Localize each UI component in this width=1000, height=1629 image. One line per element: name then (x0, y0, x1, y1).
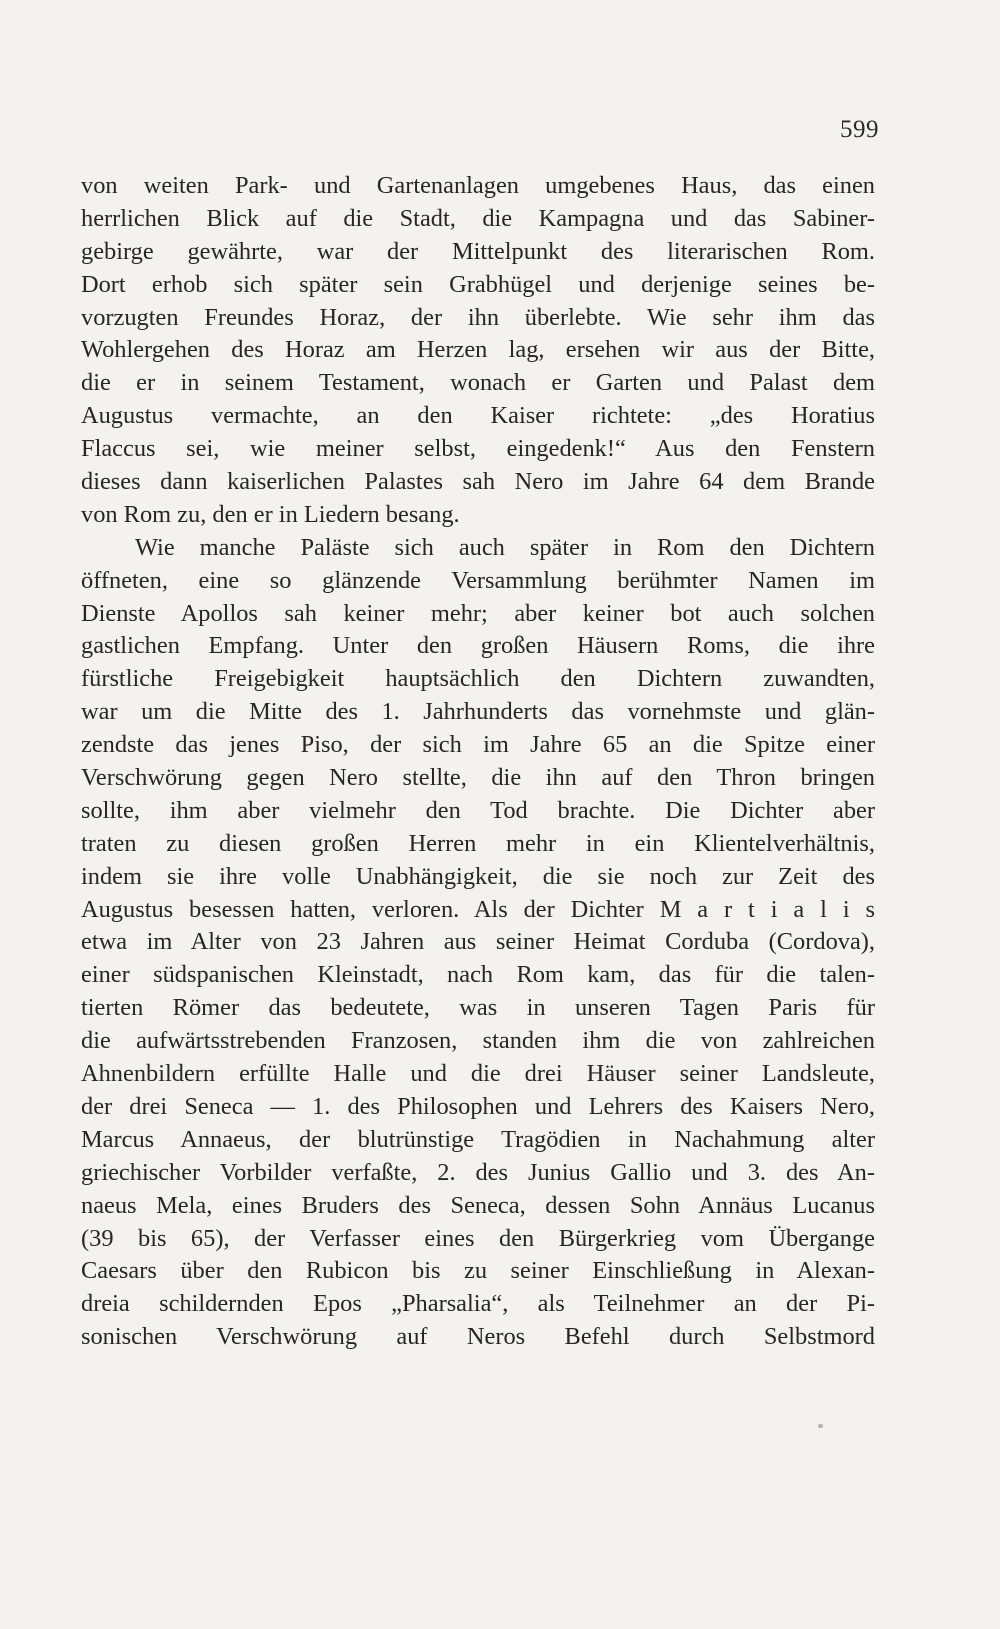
text-line: zendste das jenes Piso, der sich im Jahre 65 an die Spitze einer (81, 731, 875, 759)
text-line: naeus Mela, eines Bruders des Seneca, dessen Sohn Annäus Lucanus (81, 1191, 875, 1219)
text-line: (39 bis 65), der Verfasser eines den Bürgerkrieg vom Übergange (81, 1224, 875, 1252)
text-line: Dienste Apollos sah keiner mehr; aber keiner bot auch solchen (81, 599, 875, 627)
text-line: die er in seinem Testament, wonach er Garten und Palast dem (81, 369, 875, 397)
text-line: von weiten Park- und Gartenanlagen umgebenes Haus, das einen (81, 172, 875, 199)
text-line: Caesars über den Rubicon bis zu seiner Einschließung in Alexan- (81, 1257, 875, 1285)
text-line: die aufwärtsstrebenden Franzosen, standen ihm die von zahlreichen (81, 1027, 875, 1055)
text-line: Wohlergehen des Horaz am Herzen lag, ersehen wir aus der Bitte, (81, 336, 875, 364)
text-line: gebirge gewährte, war der Mittelpunkt des literarischen Rom. (81, 237, 875, 265)
text-line-paragraph-end: von Rom zu, den er in Liedern besang. (81, 500, 460, 528)
text-line: sollte, ihm aber vielmehr den Tod brachte. Die Dichter aber (81, 796, 875, 824)
text-line: dieses dann kaiserlichen Palastes sah Nero im Jahre 64 dem Brande (81, 468, 875, 496)
text-line: sonischen Verschwörung auf Neros Befehl durch Selbstmord (81, 1323, 875, 1351)
text-line: fürstliche Freigebigkeit hauptsächlich den Dichtern zuwandten, (81, 665, 875, 693)
text-line: herrlichen Blick auf die Stadt, die Kampagna und das Sabiner- (81, 204, 875, 232)
text-line: einer südspanischen Kleinstadt, nach Rom kam, das für die talen- (81, 961, 875, 989)
text-line: griechischer Vorbilder verfaßte, 2. des Junius Gallio und 3. des An- (81, 1158, 875, 1186)
text-line: traten zu diesen großen Herren mehr in ein Klientelverhältnis, (81, 829, 875, 857)
text-line: Augustus vermachte, an den Kaiser richtete: „des Horatius (81, 402, 875, 430)
text-line: Marcus Annaeus, der blutrünstige Tragödien in Nachahmung alter (81, 1125, 875, 1153)
text-line: war um die Mitte des 1. Jahrhunderts das vornehmste und glän- (81, 698, 875, 726)
text-line: etwa im Alter von 23 Jahren aus seiner Heimat Corduba (Cordova), (81, 928, 875, 956)
text-line-paragraph-start: Wie manche Paläste sich auch später in Rom den Dichtern (135, 533, 875, 561)
text-line: Verschwörung gegen Nero stellte, die ihn auf den Thron bringen (81, 764, 875, 792)
body-text (81, 170, 875, 1354)
text-line: öffneten, eine so glänzende Versammlung berühmter Namen im (81, 566, 875, 594)
text-line: der drei Seneca — 1. des Philosophen und Lehrers des Kaisers Nero, (81, 1092, 875, 1120)
text-line: Flaccus sei, wie meiner selbst, eingedenk!“ Aus den Fenstern (81, 435, 875, 463)
text-line: Ahnenbildern erfüllte Halle und die drei Häuser seiner Landsleute, (81, 1060, 875, 1088)
text-line: Augustus besessen hatten, verloren. Als der Dichter M a r t i a l i s (81, 895, 875, 923)
ink-speck (818, 1424, 823, 1428)
text-line: vorzugten Freundes Horaz, der ihn überlebte. Wie sehr ihm das (81, 303, 875, 331)
text-line: dreia schildernden Epos „Pharsalia“, als Teilnehmer an der Pi- (81, 1290, 875, 1318)
text-line: tierten Römer das bedeutete, was in unseren Tagen Paris für (81, 994, 875, 1022)
text-line: gastlichen Empfang. Unter den großen Häusern Roms, die ihre (81, 632, 875, 660)
text-line: Dort erhob sich später sein Grabhügel und derjenige seines be- (81, 270, 875, 298)
page-number: 599 (840, 116, 879, 143)
text-line: indem sie ihre volle Unabhängigkeit, die sie noch zur Zeit des (81, 862, 875, 890)
